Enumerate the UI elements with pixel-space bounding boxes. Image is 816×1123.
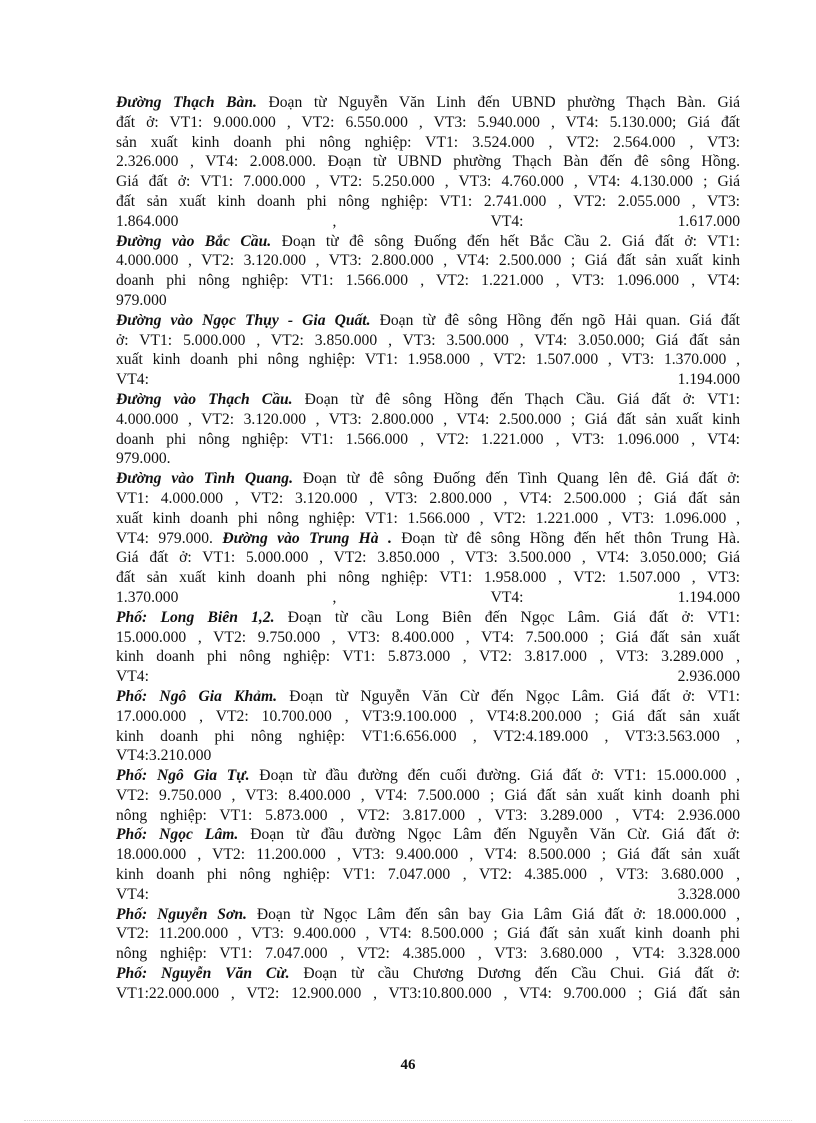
line-text: VT4:3.210.000 <box>116 747 212 765</box>
text-line <box>116 449 740 469</box>
page-number: 46 <box>400 1057 416 1073</box>
price-paragraph <box>116 905 740 964</box>
text-line <box>116 548 740 568</box>
text-line <box>116 390 740 410</box>
line-text: xuất kinh doanh phi nông nghiệp: VT1: 1.958.000 , VT2: 1.507.000 , VT3: 1.370.000 , <box>116 351 740 369</box>
line-text: Đoạn từ cầu Long Biên đến Ngọc Lâm. Giá đất ở: VT1: <box>274 608 740 626</box>
text-line <box>116 905 740 925</box>
text-line <box>116 727 740 747</box>
street-name-heading: Đường vào Trung Hà . <box>222 529 392 547</box>
text-line <box>116 331 740 351</box>
line-text: doanh phi nông nghiệp: VT1: 1.566.000 , VT2: 1.221.000 , VT3: 1.096.000 , VT4: <box>116 430 740 448</box>
text-line <box>116 865 740 885</box>
text-line <box>116 529 740 549</box>
line-text: VT4: 979.000. <box>116 529 223 547</box>
text-line <box>116 608 740 628</box>
text-line <box>116 825 740 845</box>
line-segment: VT4: <box>490 588 524 606</box>
price-paragraph <box>116 311 740 390</box>
price-paragraph <box>116 964 740 1004</box>
line-text: kinh doanh phi nông nghiệp: VT1: 5.873.000 , VT2: 3.817.000 , VT3: 3.289.000 , <box>116 648 740 666</box>
text-line <box>116 964 740 984</box>
line-text: VT2: 11.200.000 , VT3: 9.400.000 , VT4: 8.500.000 ; Giá đất sản xuất kinh doanh phi <box>116 925 740 943</box>
line-text: Đoạn từ đê sông Hồng đến Thạch Cầu. Giá đất ở: VT1: <box>292 390 740 408</box>
street-name-heading: Phố: Long Biên 1,2. <box>116 608 275 626</box>
text-line <box>116 786 740 806</box>
street-name-heading: Phố: Ngô Gia Tự. <box>116 767 250 785</box>
line-text: 979.000. <box>116 450 171 468</box>
street-name-heading: Phố: Nguyễn Văn Cừ. <box>116 965 290 983</box>
text-line <box>116 93 740 113</box>
text-line <box>116 350 740 370</box>
line-segment: , <box>332 588 337 606</box>
line-text: Đoạn từ Nguyễn Văn Cừ đến Ngọc Lâm. Giá đất ở: VT1: <box>277 687 740 705</box>
line-text: đất sản xuất kinh doanh phi nông nghiệp: VT1: 1.958.000 , VT2: 1.507.000 , VT3: <box>116 569 740 587</box>
price-paragraph <box>116 390 740 469</box>
street-name-heading: Phố: Ngô Gia Khảm. <box>116 687 278 705</box>
text-line <box>116 370 740 390</box>
line-text: VT1: 4.000.000 , VT2: 3.120.000 , VT3: 2.800.000 , VT4: 2.500.000 ; Giá đất sản <box>116 489 740 507</box>
line-text: đất ở: VT1: 9.000.000 , VT2: 6.550.000 , VT3: 5.940.000 , VT4: 5.130.000; Giá đất <box>116 113 740 131</box>
street-name-heading: Phố: Nguyễn Sơn. <box>116 905 247 923</box>
text-line <box>116 469 740 489</box>
line-text: 18.000.000 , VT2: 11.200.000 , VT3: 9.400.000 , VT4: 8.500.000 ; Giá đất sản xuất <box>116 846 740 864</box>
line-segment: 1.370.000 <box>116 588 179 606</box>
text-line <box>116 944 740 964</box>
street-name-heading: Phố: Ngọc Lâm. <box>116 826 239 844</box>
street-name-heading: Đường vào Thạch Cầu. <box>116 390 293 408</box>
line-text: Đoạn từ cầu Chương Dương đến Cầu Chui. Giá đất ở: <box>289 965 740 983</box>
line-text: doanh phi nông nghiệp: VT1: 1.566.000 , VT2: 1.221.000 , VT3: 1.096.000 , VT4: <box>116 272 740 290</box>
text-line <box>116 766 740 786</box>
line-text: VT2: 9.750.000 , VT3: 8.400.000 , VT4: 7.500.000 ; Giá đất sản xuất kinh doanh phi <box>116 786 740 804</box>
text-line <box>116 251 740 271</box>
line-segment: 1.194.000 <box>677 371 740 389</box>
line-text: Đoạn từ Nguyễn Văn Linh đến UBND phường Thạch Bàn. Giá <box>256 94 740 111</box>
price-paragraph <box>116 232 740 311</box>
line-text: đất sản xuất kinh doanh phi nông nghiệp: VT1: 2.741.000 , VT2: 2.055.000 , VT3: <box>116 192 740 210</box>
text-line <box>116 647 740 667</box>
line-text: 2.326.000 , VT4: 2.008.000. Đoạn từ UBND phường Thạch Bàn đến đê sông Hồng. <box>116 153 740 171</box>
line-text: Đoạn từ đầu đường Ngọc Lâm đến Nguyễn Văn Cừ. Giá đất ở: <box>238 826 740 844</box>
line-text: 15.000.000 , VT2: 9.750.000 , VT3: 8.400.000 , VT4: 7.500.000 ; Giá đất sản xuất <box>116 628 740 646</box>
price-paragraph <box>116 608 740 687</box>
price-paragraph <box>116 766 740 825</box>
footer-divider <box>24 1120 792 1121</box>
line-segment: 2.936.000 <box>677 668 740 686</box>
line-segment: 3.328.000 <box>677 885 740 903</box>
line-text: Đoạn từ Ngọc Lâm đến sân bay Gia Lâm Giá đất ở: 18.000.000 , <box>246 905 740 923</box>
text-line <box>116 924 740 944</box>
text-line <box>116 311 740 331</box>
text-line <box>116 568 740 588</box>
line-text: xuất kinh doanh phi nông nghiệp: VT1: 1.566.000 , VT2: 1.221.000 , VT3: 1.096.000 , <box>116 509 740 527</box>
line-segment: VT4: <box>116 371 149 389</box>
line-text: nông nghiệp: VT1: 5.873.000 , VT2: 3.817.000 , VT3: 3.289.000 , VT4: 2.936.000 <box>116 806 740 824</box>
line-text: Đoạn từ đê sông Đuống đến Tình Quang lên đê. Giá đất ở: <box>292 470 741 488</box>
text-line <box>116 113 740 133</box>
text-line <box>116 588 740 608</box>
line-segment: 1.194.000 <box>677 588 740 606</box>
text-line <box>116 489 740 509</box>
line-text: kinh doanh phi nông nghiệp: VT1:6.656.000 , VT2:4.189.000 , VT3:3.563.000 , <box>116 727 740 745</box>
line-segment: VT4: <box>116 885 149 903</box>
text-line <box>116 746 740 766</box>
line-segment: VT4: <box>490 212 524 230</box>
line-text: Giá đất ở: VT1: 7.000.000 , VT2: 5.250.000 , VT3: 4.760.000 , VT4: 4.130.000 ; Giá <box>116 173 740 191</box>
text-line <box>116 133 740 153</box>
text-line <box>116 984 740 1004</box>
line-text: 979.000 <box>116 291 167 309</box>
text-line <box>116 271 740 291</box>
text-line <box>116 509 740 529</box>
document-body <box>116 93 740 1004</box>
line-text: 4.000.000 , VT2: 3.120.000 , VT3: 2.800.000 , VT4: 2.500.000 ; Giá đất sản xuất kinh <box>116 410 740 428</box>
text-line <box>116 667 740 687</box>
line-text: Đoạn từ đê sông Hồng đến hết thôn Trung Hà. <box>391 529 740 547</box>
line-text: 4.000.000 , VT2: 3.120.000 , VT3: 2.800.000 , VT4: 2.500.000 ; Giá đất sản xuất kinh <box>116 252 740 270</box>
street-name-heading: Đường Thạch Bàn. <box>116 94 257 111</box>
street-name-heading: Đường vào Bắc Cầu. <box>116 232 272 250</box>
line-segment: , <box>332 212 337 230</box>
line-segment: 1.864.000 <box>116 212 179 230</box>
line-text: 17.000.000 , VT2: 10.700.000 , VT3:9.100.000 , VT4:8.200.000 ; Giá đất sản xuất <box>116 707 740 725</box>
text-line <box>116 172 740 192</box>
text-line <box>116 687 740 707</box>
price-paragraph <box>116 93 740 232</box>
line-segment: VT4: <box>116 668 149 686</box>
line-text: nông nghiệp: VT1: 7.047.000 , VT2: 4.385.000 , VT3: 3.680.000 , VT4: 3.328.000 <box>116 945 740 963</box>
text-line <box>116 232 740 252</box>
line-text: sản xuất kinh doanh phi nông nghiệp: VT1: 3.524.000 , VT2: 2.564.000 , VT3: <box>116 133 740 151</box>
text-line <box>116 707 740 727</box>
price-paragraph <box>116 469 740 608</box>
text-line <box>116 806 740 826</box>
line-text: ở: VT1: 5.000.000 , VT2: 3.850.000 , VT3: 3.500.000 , VT4: 3.050.000; Giá đất sản <box>116 331 740 349</box>
line-text: Đoạn từ đê sông Đuống đến hết Bắc Cầu 2. Giá đất ở: VT1: <box>271 232 740 250</box>
street-name-heading: Đường vào Ngọc Thụy - Gia Quất. <box>116 311 371 329</box>
price-paragraph <box>116 687 740 766</box>
text-line <box>116 152 740 172</box>
street-name-heading: Đường vào Tình Quang. <box>116 470 293 488</box>
line-text: Đoạn từ đê sông Hồng đến ngõ Hải quan. Giá đất <box>370 311 740 329</box>
text-line <box>116 885 740 905</box>
line-segment: 1.617.000 <box>677 212 740 230</box>
text-line <box>116 845 740 865</box>
line-text: VT1:22.000.000 , VT2: 12.900.000 , VT3:10.800.000 , VT4: 9.700.000 ; Giá đất sản <box>116 984 740 1002</box>
text-line <box>116 628 740 648</box>
line-text: Giá đất ở: VT1: 5.000.000 , VT2: 3.850.000 , VT3: 3.500.000 , VT4: 3.050.000; Giá <box>116 549 740 567</box>
text-line <box>116 192 740 212</box>
price-paragraph <box>116 825 740 904</box>
line-text: Đoạn từ đầu đường đến cuối đường. Giá đất ở: VT1: 15.000.000 , <box>249 767 740 785</box>
text-line <box>116 291 740 311</box>
text-line <box>116 212 740 232</box>
line-text: kinh doanh phi nông nghiệp: VT1: 7.047.000 , VT2: 4.385.000 , VT3: 3.680.000 , <box>116 866 740 884</box>
text-line <box>116 410 740 430</box>
text-line <box>116 430 740 450</box>
